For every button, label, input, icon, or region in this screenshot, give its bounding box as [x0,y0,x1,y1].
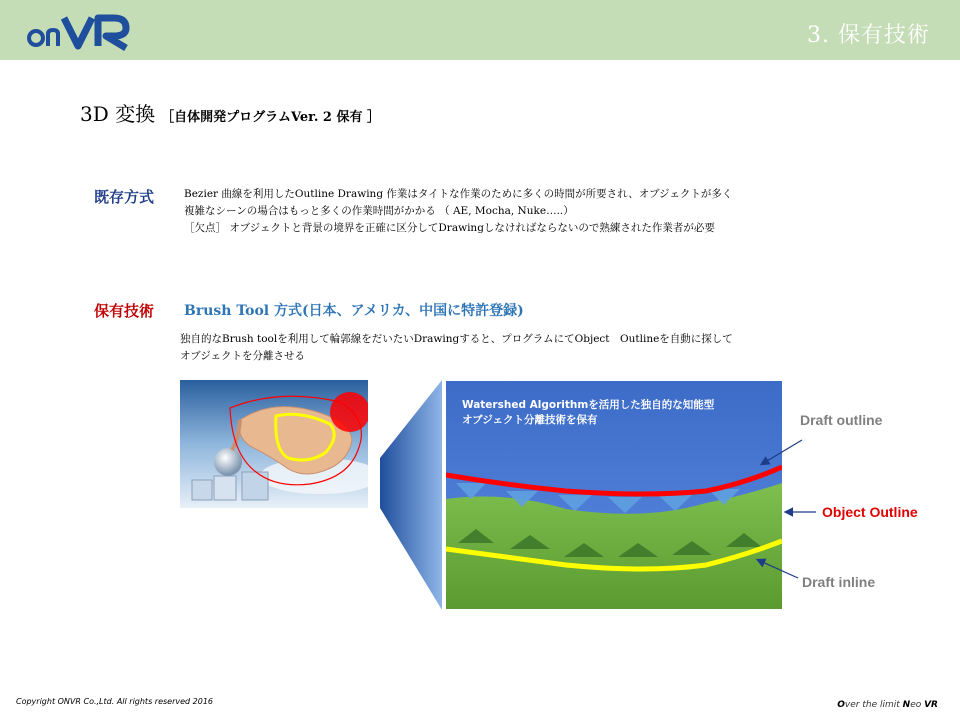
page-title-sub: ［自体開発プログラムVer. 2 保有 ］ [161,110,380,125]
existing-method-label: 既存方式 [94,188,155,206]
owned-tech-text [180,331,800,365]
page-title-main: 3D 変換 [80,102,156,126]
slogan-mid: ver the limit [844,700,903,710]
zoom-projection [380,380,442,610]
owned-tech-headline: Brush Tool 方式(日本、アメリカ、中国に特許登録) [184,303,524,319]
object-outline-label: Object Outline [822,504,918,520]
existing-line-3: ［欠点］ オブジェクトと背景の境界を正確に区分してDrawingしなければならないので熟練された作業者が必要 [184,222,715,234]
onvr-logo [26,12,138,52]
brush-tool-photo [180,380,368,508]
slogan [837,700,938,710]
slogan-vr: VR [924,700,938,710]
copyright-text: Copyright ONVR Co.,Ltd. All rights reserved 2016 [16,697,214,706]
algorithm-caption-line-2: オブジェクト分離技術を保有 [462,414,598,426]
draft-outline-arrow [762,440,802,464]
draft-outline-label: Draft outline [800,412,883,428]
slogan-o: O [837,700,845,710]
slogan-eo: eo [910,700,925,710]
existing-line-2: 複雑なシーンの場合はもっと多くの作業時間がかかる （ AE, Mocha, Nuke…..） [184,205,574,217]
owned-line-1: 独自的なBrush toolを利用して輪郭線をだいたいDrawingすると、プログラムにてObject Outlineを自動に探して [180,333,733,345]
existing-method-text [184,186,804,237]
slogan-n: N [902,700,911,710]
draft-inline-arrow [758,560,798,578]
section-title: 3. 保有技術 [807,23,930,48]
owned-line-2: オブジェクトを分離させる [180,350,306,362]
owned-tech-label: 保有技術 [94,302,155,320]
algorithm-caption-line-1: Watershed Algorithmを活用した独自的な知能型 [462,399,715,411]
algorithm-caption [462,398,762,428]
draft-inline-label: Draft inline [802,574,876,590]
page-title [80,98,380,127]
existing-line-1: Bezier 曲線を利用したOutline Drawing 作業はタイトな作業のために多くの時間が所要され、オブジェクトが多く [184,188,733,200]
header-band [0,0,960,60]
